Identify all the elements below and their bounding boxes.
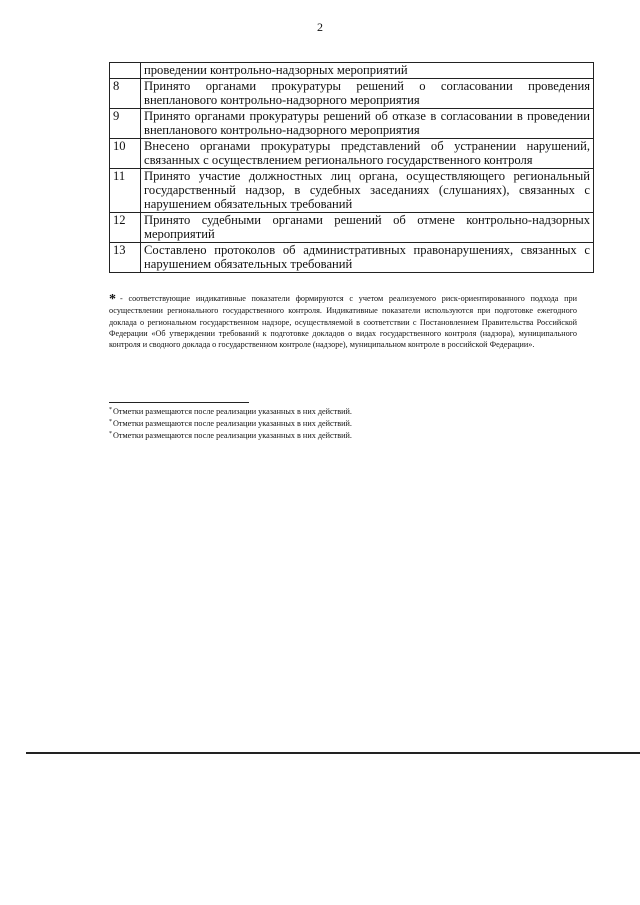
footnote-mark: *	[109, 407, 112, 413]
row-number	[110, 63, 141, 79]
footnote-text: Отметки размещаются после реализации указанных в них действий.	[113, 431, 352, 440]
row-number: 11	[110, 169, 141, 213]
table-row	[110, 109, 594, 139]
page-number: 2	[317, 20, 323, 34]
footnote-mark: *	[109, 431, 112, 437]
row-number: 13	[110, 243, 141, 273]
row-text: Принято органами прокуратуры решений о согласовании проведения внепланового контрольно-надзорного мероприятия	[141, 79, 594, 109]
table-row	[110, 79, 594, 109]
row-text: Внесено органами прокуратуры представлений об устранении нарушений, связанных с осуществлением регионального государственного контроля	[141, 139, 594, 169]
footnote-text: Отметки размещаются после реализации указанных в них действий.	[113, 407, 352, 416]
row-number: 12	[110, 213, 141, 243]
asterisk-mark: *	[109, 292, 116, 307]
footnote-item	[109, 405, 569, 417]
footnote-mark: *	[109, 419, 112, 425]
footnote-divider	[109, 402, 249, 403]
row-text: Принято органами прокуратуры решений об отказе в согласовании в проведении внепланового контрольно-надзорного мероприятия	[141, 109, 594, 139]
page-bottom-divider	[26, 752, 640, 754]
table-row	[110, 139, 594, 169]
asterisk-note	[109, 293, 577, 350]
row-number: 8	[110, 79, 141, 109]
row-text: проведении контрольно-надзорных мероприятий	[141, 63, 594, 79]
footnote-text: Отметки размещаются после реализации указанных в них действий.	[113, 419, 352, 428]
footnotes	[109, 405, 569, 441]
table-row	[110, 213, 594, 243]
footnote-item	[109, 417, 569, 429]
row-text: Принято судебными органами решений об отмене контрольно-надзорных мероприятий	[141, 213, 594, 243]
footnote-item	[109, 429, 569, 441]
asterisk-note-text: - соответствующие индикативные показатели формируются с учетом реализуемого риск-ориентированного подхода при осуществлении регионального государственного контроля. Индикативные показатели используются при подготовке ежегодного доклада о региональном государственном надзоре, осуществляемой в соответствии с Постановлением Правительства Российской Федерации «Об утверждении требований к подготовке докладов о видах государственного контроля (надзора), муниципального контроля и сводного доклада о государственном контроле (надзоре), муниципальном контроле в российской Федерации».	[109, 294, 577, 350]
row-number: 10	[110, 139, 141, 169]
table-row	[110, 169, 594, 213]
table-row	[110, 63, 594, 79]
row-text: Принято участие должностных лиц органа, осуществляющего региональный государственный надзор, в судебных заседаниях (слушаниях), связанных с нарушением обязательных требований	[141, 169, 594, 213]
table-row	[110, 243, 594, 273]
row-text: Составлено протоколов об административных правонарушениях, связанных с нарушением обязательных требований	[141, 243, 594, 273]
indicator-table	[109, 62, 594, 273]
row-number: 9	[110, 109, 141, 139]
